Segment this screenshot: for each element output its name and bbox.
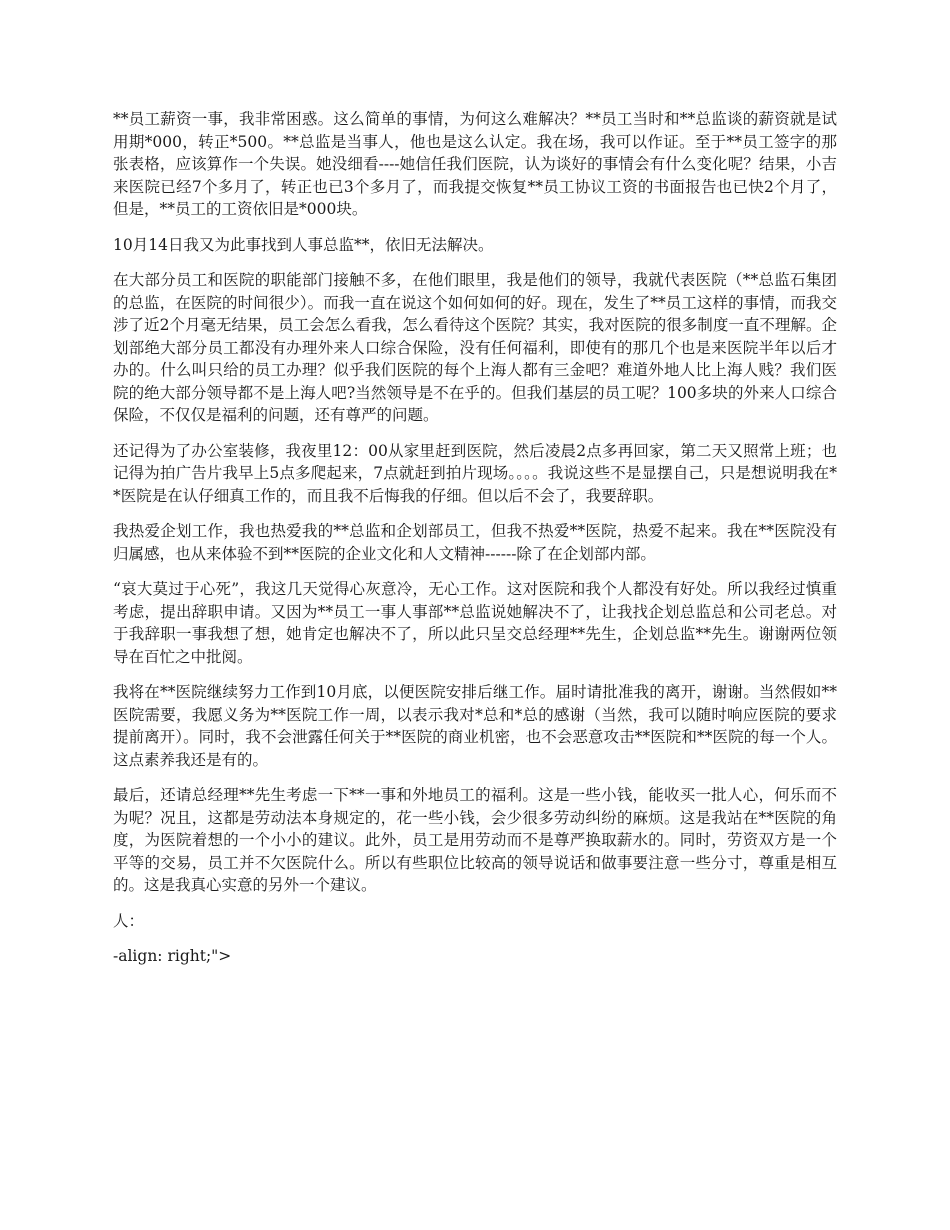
stray-markup-text: -align: right;"> <box>113 947 232 965</box>
document-body <box>113 108 837 981</box>
paragraph-hospital-policy: 在大部分员工和医院的职能部门接触不多，在他们眼里，我是他们的领导，我就代表医院（**总监石集团的总监，在医院的时间很少）。而我一直在说这个如何如何的好。现在，发生了**员工这样的事情，而我交涉了近2个月毫无结果，员工会怎么看我，怎么看待这个医院？其实，我对医院的很多制度一直不理解。企划部绝大部分员工都没有办理外来人口综合保险，没有任何福利，即使有的那几个也是来医院半年以后才办的。什么叫只给的员工办理？似乎我们医院的每个上海人都有三金吧？难道外地人比上海人贱？我们医院的绝大部分领导都不是上海人吧?当然领导是不在乎的。但我们基层的员工呢？100多块的外来人口综合保险，不仅仅是福利的问题，还有尊严的问题。 <box>113 271 837 424</box>
signature-label: 人： <box>113 911 145 930</box>
paragraph-love-of-work: 我热爱企划工作，我也热爱我的**总监和企划部员工，但我不热爱**医院，热爱不起来。我在**医院没有归属感，也从来体验不到**医院的企业文化和人文精神------除了在企划部内部。 <box>113 522 837 563</box>
paragraph-resignation-request: “哀大莫过于心死”，我这几天觉得心灰意冷，无心工作。这对医院和我个人都没有好处。所以我经过慎重考虑，提出辞职申请。又因为**员工一事人事部**总监说她解决不了，让我找企划总监总和公司老总。对于我辞职一事我想了想，她肯定也解决不了，所以此只呈交总经理**先生，企划总监**先生。谢谢两位领导在百忙之中批阅。 <box>113 580 837 666</box>
paragraph-hr-director: 10月14日我又为此事找到人事总监**，依旧无法解决。 <box>113 235 494 254</box>
paragraph-overtime-memory: 还记得为了办公室装修，我夜里12：00从家里赶到医院，然后凌晨2点多再回家，第二天又照常上班；也记得为拍广告片我早上5点多爬起来，7点就赶到拍片现场。。。。我说这些不是显摆自己，只是想说明我在**医院是在认仔细真工作的，而且我不后悔我的仔细。但以后不会了，我要辞职。 <box>113 441 837 505</box>
paragraph-handover-plan: 我将在**医院继续努力工作到10月底，以便医院安排后继工作。届时请批准我的离开，谢谢。当然假如**医院需要，我愿义务为**医院工作一周，以表示我对*总和*总的感谢（当然，我可以随时响应医院的要求提前离开）。同时，我不会泄露任何关于**医院的商业机密，也不会恶意攻击**医院和**医院的每一个人。这点素养我还是有的。 <box>113 683 837 769</box>
paragraph-salary-issue: **员工薪资一事，我非常困惑。这么简单的事情，为何这么难解决？**员工当时和**总监谈的薪资就是试用期*000，转正*500。**总监是当事人，他也是这么认定。我在场，我可以作证。至于**员工签字的那张表格，应该算作一个失误。她没细看----她信任我们医院，认为谈好的事情会有什么变化呢？结果，小吉来医院已经7个多月了，转正也已3个多月了，而我提交恢复**员工协议工资的书面报告也已快2个月了，但是，**员工的工资依旧是*000块。 <box>113 110 837 218</box>
paragraph-final-suggestion: 最后，还请总经理**先生考虑一下**一事和外地员工的福利。这是一些小钱，能收买一批人心，何乐而不为呢？况且，这都是劳动法本身规定的，花一些小钱，会少很多劳动纠纷的麻烦。这是我站在**医院的角度，为医院着想的一个小小的建议。此外，员工是用劳动而不是尊严换取薪水的。同时，劳资双方是一个平等的交易，员工并不欠医院什么。所以有些职位比较高的领导说话和做事要注意一些分寸，尊重是相互的。这是我真心实意的另外一个建议。 <box>113 786 837 894</box>
